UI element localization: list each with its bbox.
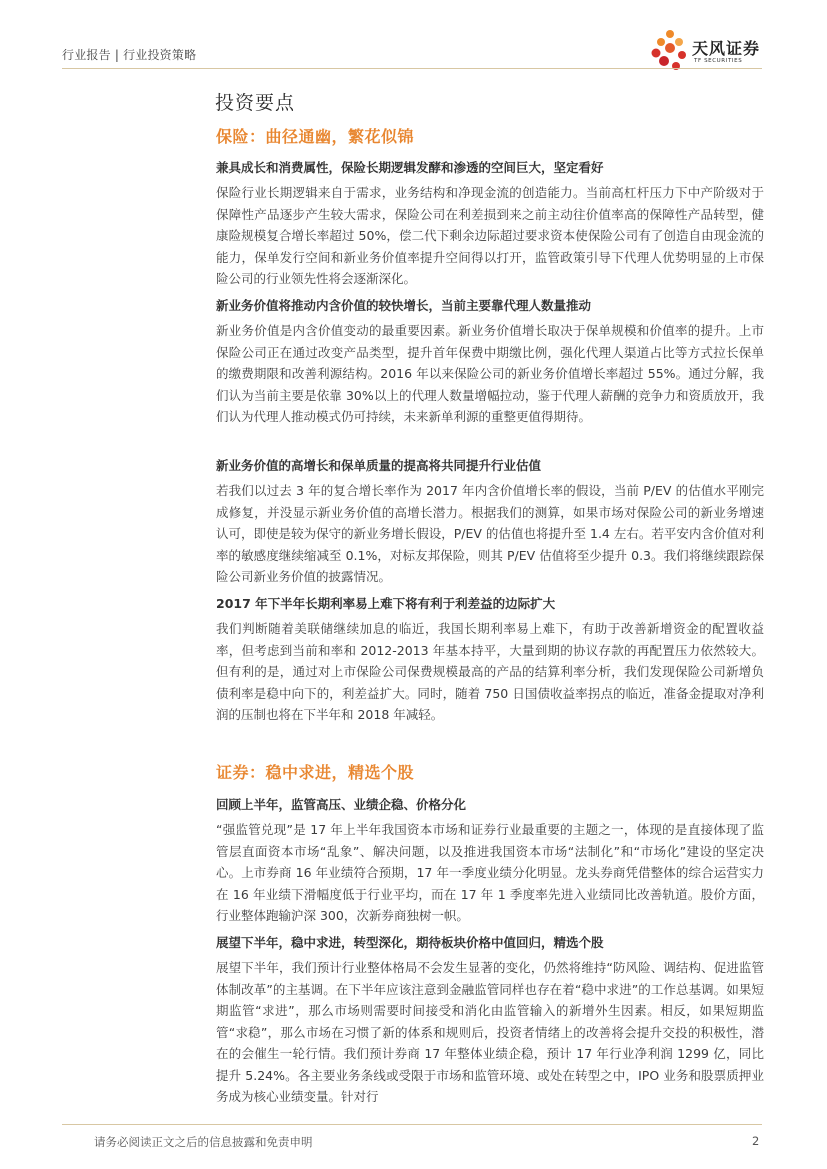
tf-securities-logo-icon bbox=[650, 28, 690, 72]
block-subtitle: 新业务价值将推动内含价值的较快增长，当前主要靠代理人数量推动 bbox=[216, 298, 592, 313]
report-category: 行业报告 | 行业投资策略 bbox=[62, 48, 197, 62]
block-subtitle: 展望下半年，稳中求进，转型深化，期待板块价格中值回归，精选个股 bbox=[216, 935, 604, 950]
block-subtitle: 兼具成长和消费属性，保险长期逻辑发酵和渗透的空间巨大，坚定看好 bbox=[216, 160, 604, 175]
section-title-insurance: 保险：曲径通幽，繁花似锦 bbox=[216, 127, 415, 146]
brand-name-cn: 天风证券 bbox=[692, 39, 761, 58]
brand-name-en: TF SECURITIES bbox=[694, 58, 743, 64]
block-body: 我们判断随着美联储继续加息的临近，我国长期利率易上难下，有助于改善新增资金的配置收益率，但考虑到当前和率和 2012-2013 年基本持平，大量到期的协议存款的再配置压力依然较大。但有利的是，通过对上市保险公司保费规模最高的产品的结算利率分析，我们发现保险公司新增负债利率是稳中向下的，利差益扩大。同时，随着 750 日国债收益率拐点的临近，准备金提取对净利润的压制也将在下半年和 2018 年减轻。 bbox=[216, 621, 764, 722]
header-divider bbox=[62, 68, 762, 69]
block-body: 展望下半年，我们预计行业整体格局不会发生显著的变化，仍然将维持“防风险、调结构、促进监管体制改革”的主基调。在下半年应该注意到金融监管同样也存在着“稳中求进”的工作总基调。如果短期监管“求进”，那么市场则需要时间接受和消化由监管输入的新增外生因素。相反，如果短期监管“求稳”，那么市场在习惯了新的体系和规则后，投资者情绪上的改善将会提升交投的积极性，潜在的会催生一轮行情。我们预计券商 17 年整体业绩企稳，预计 17 年行业净利润 1299 亿，同比提升 5.24%。各主要业务条线或受限于市场和监管环境、或处在转型之中，IPO 业务和股票质押业务成为核心业绩变量。针对行 bbox=[216, 960, 764, 1104]
page-title: 投资要点 bbox=[215, 92, 296, 114]
footer-disclaimer: 请务必阅读正文之后的信息披露和免责申明 bbox=[94, 1135, 313, 1149]
footer-divider bbox=[62, 1124, 762, 1125]
block-body: 若我们以过去 3 年的复合增长率作为 2017 年内含价值增长率的假设，当前 P/EV 的估值水平刚完成修复，并没显示新业务价值的高增长潜力。根据我们的测算，如果市场对保险公司的新业务增速认可，即使是较为保守的新业务增长假设，P/EV 的估值也将提升至 1.4 左右。若平安内含价值对利率的敏感度继续缩减至 0.1%，对标友邦保险，则其 P/EV 估值将至少提升 0.3。我们将继续跟踪保险公司新业务价值的披露情况。 bbox=[216, 483, 764, 584]
block-subtitle: 2017 年下半年长期利率易上难下将有利于利差益的边际扩大 bbox=[216, 596, 556, 611]
block-body: 保险行业长期逻辑来自于需求，业务结构和净现金流的创造能力。当前高杠杆压力下中产阶级对于保障性产品逐步产生较大需求，保险公司在利差损到来之前主动往价值率高的保障性产品转型，健康险规模复合增长率超过 50%，偿二代下剩余边际超过要求资本使保险公司有了创造自由现金流的能力，保单发行空间和新业务价值率提升空间得以打开，监管政策引导下代理人优势明显的上市保险公司的行业领先性将会逐渐深化。 bbox=[216, 185, 764, 286]
page-number: 2 bbox=[752, 1134, 760, 1148]
block-subtitle: 回顾上半年，监管高压、业绩企稳、价格分化 bbox=[216, 797, 467, 812]
block-body: “强监管兑现”是 17 年上半年我国资本市场和证券行业最重要的主题之一，体现的是直接体现了监管层直面资本市场“乱象”、解决问题，以及推进我国资本市场“法制化”和“市场化”建设的坚定决心。上市券商 16 年业绩符合预期，17 年一季度业绩分化明显。龙头券商凭借整体的综合运营实力在 16 年业绩下滑幅度低于行业平均，而在 17 年 1 季度率先进入业绩同比改善轨道。股价方面，行业整体跑输沪深 300，次新券商独树一帜。 bbox=[216, 822, 764, 923]
section-title-securities: 证券：稳中求进，精选个股 bbox=[216, 763, 415, 782]
brand-logo bbox=[650, 28, 770, 72]
block-body: 新业务价值是内含价值变动的最重要因素。新业务价值增长取决于保单规模和价值率的提升。上市保险公司正在通过改变产品类型，提升首年保费中期缴比例，强化代理人渠道占比等方式拉长保单的缴费期限和改善利源结构。2016 年以来保险公司的新业务价值增长率超过 55%。通过分解，我们认为当前主要是依靠 30%以上的代理人数量增幅拉动，鉴于代理人薪酬的竞争力和资质放开，我们认为代理人推动模式仍可持续，未来新单利源的重整更值得期待。 bbox=[216, 323, 764, 424]
block-subtitle: 新业务价值的高增长和保单质量的提高将共同提升行业估值 bbox=[216, 458, 542, 473]
